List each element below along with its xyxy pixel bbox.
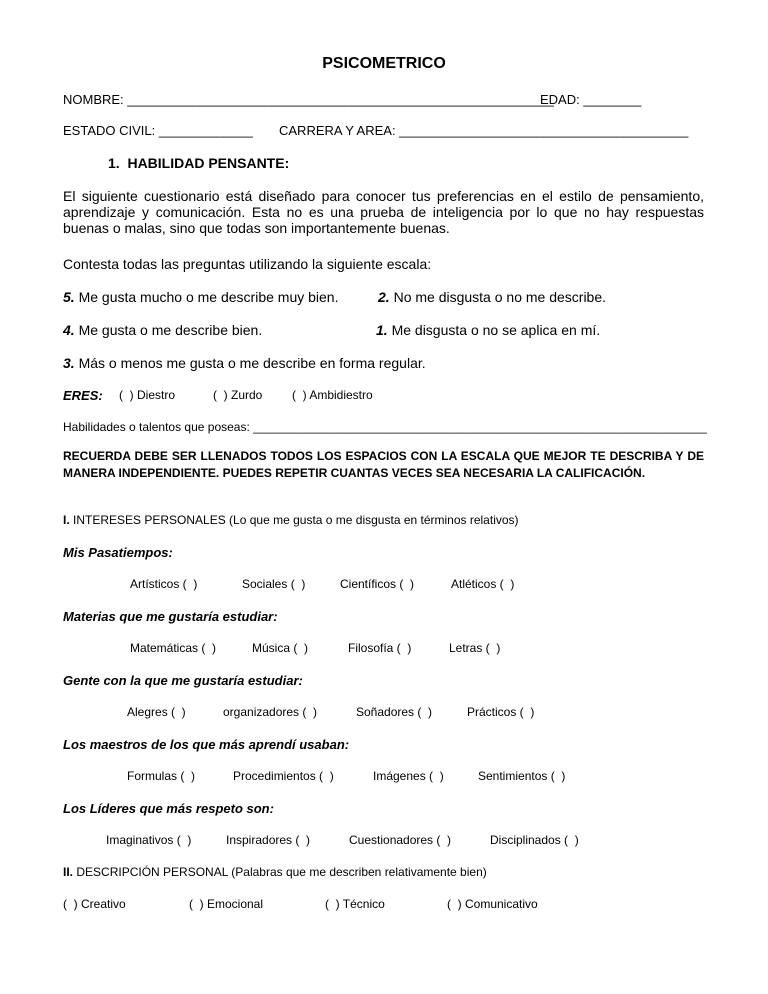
page-title: PSICOMETRICO <box>322 55 446 72</box>
option-artisticos[interactable]: Artísticos ( ) <box>130 577 198 591</box>
lideres-label: Los Líderes que más respeto son: <box>63 801 274 816</box>
option-imaginativos[interactable]: Imaginativos ( ) <box>106 833 192 847</box>
eres-option-ambidiestro[interactable]: ( ) Ambidiestro <box>292 388 373 402</box>
nombre-field[interactable]: NOMBRE: ___________________________________________________________ <box>63 92 554 107</box>
gente-label: Gente con la que me gustaría estudiar: <box>63 673 303 688</box>
pasatiempos-label: Mis Pasatiempos: <box>63 545 173 560</box>
option-creativo[interactable]: ( ) Creativo <box>63 897 126 911</box>
scale-intro: Contesta todas las preguntas utilizando la siguiente escala: <box>63 256 432 272</box>
option-imagenes[interactable]: Imágenes ( ) <box>373 769 444 783</box>
option-sonadores[interactable]: Soñadores ( ) <box>356 705 433 719</box>
option-practicos[interactable]: Prácticos ( ) <box>467 705 535 719</box>
maestros-label: Los maestros de los que más aprendí usaban: <box>63 737 350 752</box>
option-cuestionadores[interactable]: Cuestionadores ( ) <box>349 833 452 847</box>
option-inspiradores[interactable]: Inspiradores ( ) <box>226 833 311 847</box>
scale-item-1: 1. Me disgusta o no se aplica en mí. <box>376 322 601 338</box>
option-tecnico[interactable]: ( ) Técnico <box>325 897 385 911</box>
option-disciplinados[interactable]: Disciplinados ( ) <box>490 833 579 847</box>
option-sociales[interactable]: Sociales ( ) <box>242 577 306 591</box>
option-alegres[interactable]: Alegres ( ) <box>127 705 186 719</box>
scale-item-3: 3. Más o menos me gusta o me describe en forma regular. <box>63 355 426 371</box>
scale-item-4: 4. Me gusta o me describe bien. <box>63 322 263 338</box>
eres-label: ERES: <box>63 388 103 403</box>
option-emocional[interactable]: ( ) Emocional <box>189 897 264 911</box>
option-cientificos[interactable]: Científicos ( ) <box>340 577 415 591</box>
option-formulas[interactable]: Formulas ( ) <box>127 769 196 783</box>
option-musica[interactable]: Música ( ) <box>252 641 309 655</box>
scale-item-2: 2. No me disgusta o no me describe. <box>378 289 607 305</box>
materias-label: Materias que me gustaría estudiar: <box>63 609 278 624</box>
intereses-heading: I. INTERESES PERSONALES (Lo que me gusta o me disgusta en términos relativos) <box>63 513 519 527</box>
option-matematicas[interactable]: Matemáticas ( ) <box>130 641 217 655</box>
option-letras[interactable]: Letras ( ) <box>449 641 501 655</box>
intro-paragraph: El siguiente cuestionario está diseñado para conocer tus preferencias en el estilo de pensamiento, aprendizaje y comunicación. Esta no es una prueba de inteligencia por lo que no hay respuestas buenas o malas, sino que todas son importantemente buenas. <box>63 188 704 236</box>
section-heading: 1. HABILIDAD PENSANTE: <box>108 155 290 171</box>
option-sentimientos[interactable]: Sentimientos ( ) <box>478 769 566 783</box>
scale-item-5: 5. Me gusta mucho o me describe muy bien. <box>63 289 339 305</box>
estado-civil-field[interactable]: ESTADO CIVIL: _____________ <box>63 123 253 138</box>
carrera-field[interactable]: CARRERA Y AREA: ________________________________________ <box>279 123 689 138</box>
option-atleticos[interactable]: Atléticos ( ) <box>451 577 515 591</box>
instructions-warning: RECUERDA DEBE SER LLENADOS TODOS LOS ESPACIOS CON LA ESCALA QUE MEJOR TE DESCRIBA Y DE MANERA INDEPENDIENTE. PUEDES REPETIR CUANTAS VECES SEA NECESARIA LA CALIFICACIÓN. <box>63 449 704 480</box>
habilidades-field[interactable]: Habilidades o talentos que poseas: ____________________________________________________________________ <box>63 420 707 434</box>
option-comunicativo[interactable]: ( ) Comunicativo <box>447 897 538 911</box>
descripcion-heading: II. DESCRIPCIÓN PERSONAL (Palabras que me describen relativamente bien) <box>63 865 487 879</box>
eres-option-zurdo[interactable]: ( ) Zurdo <box>213 388 263 402</box>
option-organizadores[interactable]: organizadores ( ) <box>223 705 318 719</box>
eres-option-diestro[interactable]: ( ) Diestro <box>119 388 176 402</box>
option-procedimientos[interactable]: Procedimientos ( ) <box>233 769 334 783</box>
option-filosofia[interactable]: Filosofía ( ) <box>348 641 412 655</box>
edad-field[interactable]: EDAD: ________ <box>540 92 642 107</box>
